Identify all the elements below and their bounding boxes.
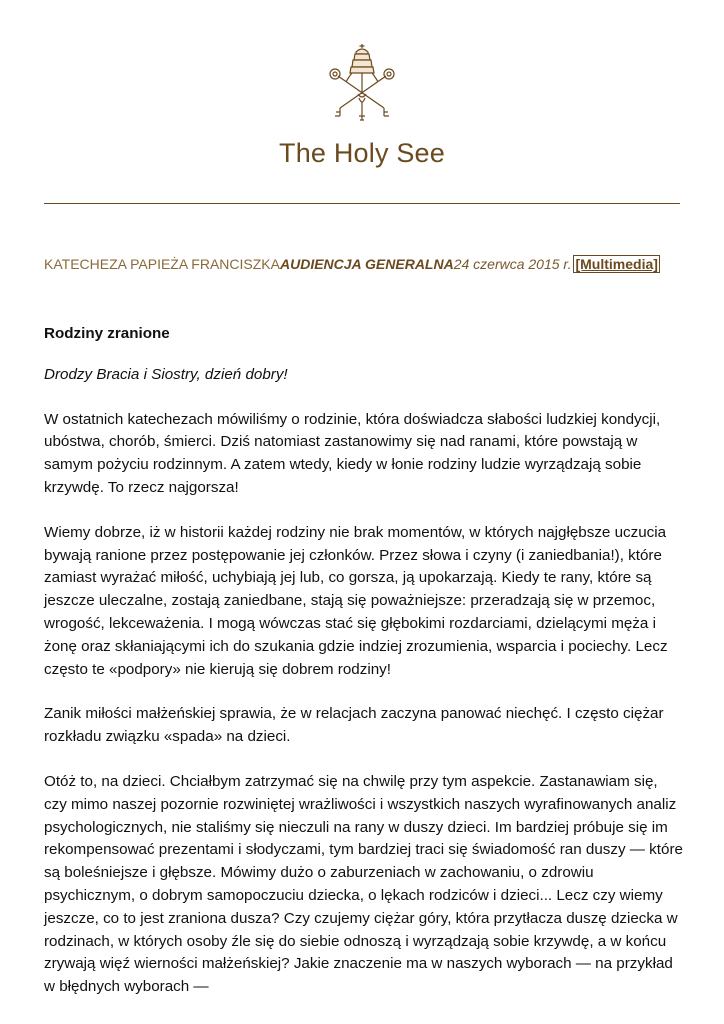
paragraph: Otóż to, na dzieci. Chciałbym zatrzymać się na chwilę przy tym aspekcie. Zastanawiam się, czy mimo naszej pozornie rozwiniętej wrażliwości i wszystkich naszych wyrafinowanych analiz psychologicznych, nie staliśmy się nieczuli na rany w duszy dzieci. Im bardziej próbuje się im rekompensować prezentami i słodyczami, tym bardziej traci się świadomość ran duszy — które są boleśniejsze i głębsze. Mówimy dużo o zaburzeniach w zachowaniu, o zdrowiu psychicznym, o dobrym samopoczuciu dziecka, o lękach rodziców i dzieci... Lecz czy wiemy jeszcze, co to jest zraniona dusza? Czy czujemy ciężar góry, która przytłacza duszę dziecka w rodzinach, w których osoby źle się do siebie odnoszą i wyrządzają sobie krzywdę, a w końcu zrywają więź wierności małżeńskiej? Jakie znaczenie ma w naszych wyborach — na przykład w błędnych wyborach — xyxy=(44,772,683,996)
paragraph: Wiemy dobrze, iż w historii każdej rodziny nie brak momentów, w których najgłębsze uczucia bywają ranione przez postępowanie jej członków. Przez słowa i czyny (i zaniedbania!), które zamiast wyrażać miłość, uchybiają jej lub, co gorsza, ją upokarzają. Kiedy te rany, które są jeszcze uleczalne, zostają zaniedbane, stają się poważniejsze: przeradzają się w przemoc, wrogość, lekceważenia. I mogą wówczas stać się głębokimi rozdarciami, dzielącymi męża i żonę oraz skłaniającymi ich do szukania gdzie indziej zrozumienia, wsparcia i pociechy. Lecz często te «podpory» nie kierują się dobrem rodziny! xyxy=(44,523,668,678)
site-title[interactable]: The Holy See xyxy=(279,138,445,168)
paragraph: W ostatnich katechezach mówiliśmy o rodzinie, która doświadcza słabości ludzkiej kondycji, ubóstwa, chorób, śmierci. Dziś natomiast zastanowimy się nad ranami, które powstają w samym pożyciu rodzinnym. A zatem wtedy, kiedy w łonie rodziny ludzie wyrządzają sobie krzywdę. To rzecz najgorsza! xyxy=(44,410,661,496)
rubric-label: KATECHEZA PAPIEŻA FRANCISZKA xyxy=(44,256,280,272)
article-body xyxy=(44,323,684,1021)
header-divider xyxy=(44,203,680,204)
paragraph: Zanik miłości małżeńskiej sprawia, że w relacjach zaczyna panować niechęć. I często ciężar rozkładu związku «spada» na dzieci. xyxy=(44,705,664,746)
document-metadata-line xyxy=(44,255,684,273)
audience-label: AUDIENCJA GENERALNA xyxy=(279,256,454,272)
article-greeting: Drodzy Bracia i Siostry, dzień dobry! xyxy=(44,365,288,383)
article-title: Rodziny zranione xyxy=(44,325,170,342)
site-header xyxy=(0,0,724,210)
multimedia-link[interactable]: [Multimedia] xyxy=(575,256,658,272)
papal-coat-of-arms-icon xyxy=(322,42,402,122)
date-label: 24 czerwca 2015 r. xyxy=(453,256,572,272)
